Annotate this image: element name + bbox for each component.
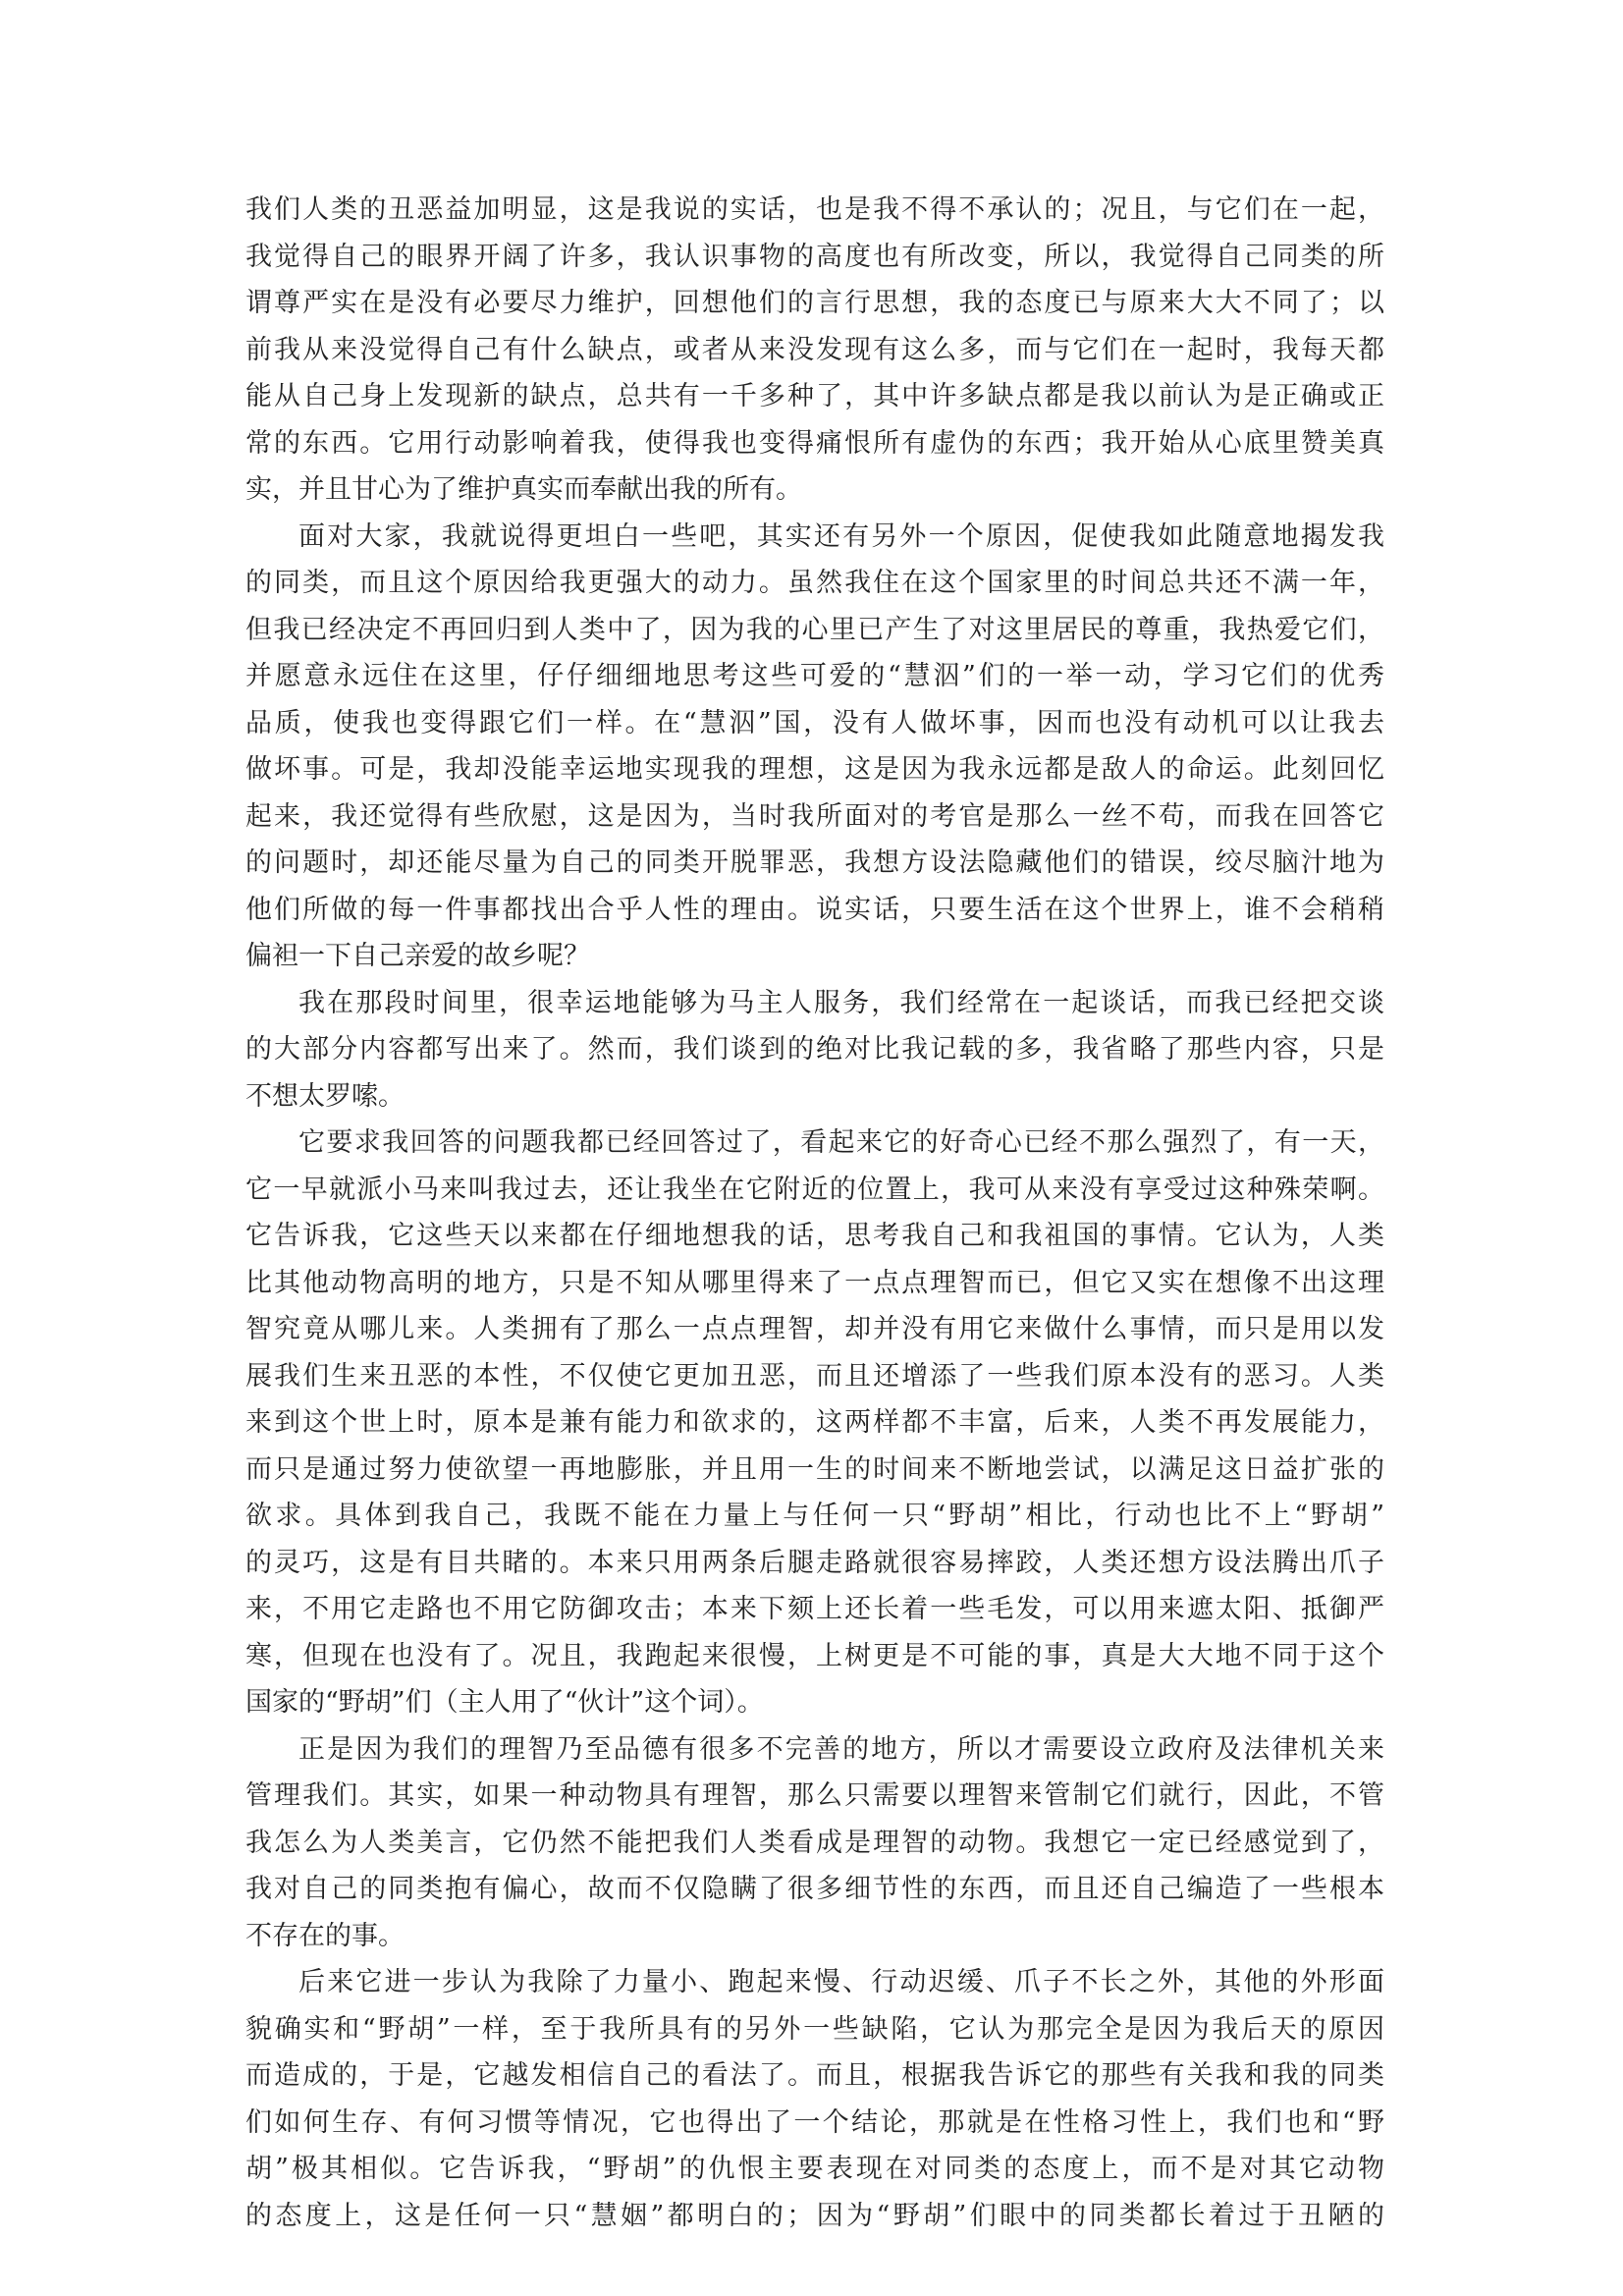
text-line: 来到这个世上时，原本是兼有能力和欲求的，这两样都不丰富，后来，人类不再发展能力， [245, 1407, 1384, 1438]
text-line: 并愿意永远住在这里，仔仔细细地思考这些可爱的“慧泅”们的一举一动，学习它们的优秀 [245, 661, 1384, 691]
text-line: 我怎么为人类美言，它仍然不能把我们人类看成是理智的动物。我想它一定已经感觉到了， [245, 1827, 1384, 1858]
text-line: 我在那段时间里，很幸运地能够为马主人服务，我们经常在一起谈话，而我已经把交谈 [298, 987, 1384, 1018]
paragraph [245, 187, 1384, 514]
text-line: 实，并且甘心为了维护真实而奉献出我的所有。 [245, 474, 802, 505]
text-line: 面对大家，我就说得更坦白一些吧，其实还有另外一个原因，促使我如此随意地揭发我 [298, 520, 1384, 552]
document-page [245, 187, 1384, 2239]
text-line: 貌确实和“野胡”一样，至于我所具有的另外一些缺陷，它认为那完全是因为我后天的原因 [245, 2013, 1384, 2045]
text-line: 的同类，而且这个原因给我更强大的动力。虽然我住在这个国家里的时间总共还不满一年， [245, 568, 1384, 598]
text-line: 的灵巧，这是有目共睹的。本来只用两条后腿走路就很容易摔跤，人类还想方设法腾出爪子 [245, 1547, 1384, 1578]
text-line: 常的东西。它用行动影响着我，使得我也变得痛恨所有虚伪的东西；我开始从心底里赞美真 [245, 427, 1384, 459]
text-line: 不存在的事。 [245, 1920, 405, 1951]
text-line: 的态度上，这是任何一只“慧姻”都明白的；因为“野胡”们眼中的同类都长着过于丑陋的 [245, 2200, 1384, 2231]
text-line: 能从自己身上发现新的缺点，总共有一千多种了，其中许多缺点都是我以前认为是正确或正 [245, 381, 1384, 411]
text-line: 我们人类的丑恶益加明显，这是我说的实话，也是我不得不承认的；况且，与它们在一起， [245, 194, 1384, 225]
text-line: 谓尊严实在是没有必要尽力维护，回想他们的言行思想，我的态度已与原来大大不同了；以 [245, 288, 1384, 318]
text-line: 的大部分内容都写出来了。然而，我们谈到的绝对比我记载的多，我省略了那些内容，只是 [245, 1034, 1384, 1065]
paragraph [245, 980, 1384, 1121]
text-line: 前我从来没觉得自己有什么缺点，或者从来没发现有这么多，而与它们在一起时，我每天都 [245, 334, 1384, 365]
text-line: 管理我们。其实，如果一种动物具有理智，那么只需要以理智来管制它们就行，因此，不管 [245, 1780, 1384, 1811]
text-line: 它一早就派小马来叫我过去，还让我坐在它附近的位置上，我可从来没有享受过这种殊荣啊。 [245, 1174, 1384, 1205]
text-line: 它告诉我，它这些天以来都在仔细地想我的话，思考我自己和我祖国的事情。它认为，人类 [245, 1221, 1384, 1251]
paragraph [245, 514, 1384, 980]
text-line: 展我们生来丑恶的本性，不仅使它更加丑恶，而且还增添了一些我们原本没有的恶习。人类 [245, 1360, 1384, 1392]
text-line: 的问题时，却还能尽量为自己的同类开脱罪恶，我想方设法隐藏他们的错误，绞尽脑汁地为 [245, 847, 1384, 878]
text-line: 起来，我还觉得有些欣慰，这是因为，当时我所面对的考官是那么一丝不苟，而我在回答它 [245, 800, 1384, 832]
text-line: 而造成的，于是，它越发相信自己的看法了。而且，根据我告诉它的那些有关我和我的同类 [245, 2060, 1384, 2091]
text-line: 它要求我回答的问题我都已经回答过了，看起来它的好奇心已经不那么强烈了，有一天， [298, 1127, 1384, 1158]
text-line: 胡”极其相似。它告诉我，“野胡”的仇恨主要表现在对同类的态度上，而不是对其它动物 [245, 2154, 1384, 2184]
text-line: 但我已经决定不再回归到人类中了，因为我的心里已产生了对这里居民的尊重，我热爱它们， [245, 614, 1384, 645]
text-line: 比其他动物高明的地方，只是不知从哪里得来了一点点理智而已，但它又实在想像不出这理 [245, 1267, 1384, 1298]
paragraph [245, 1726, 1384, 1960]
text-line: 我对自己的同类抱有偏心，故而不仅隐瞒了很多细节性的东西，而且还自己编造了一些根本 [245, 1874, 1384, 1904]
text-line: 欲求。具体到我自己，我既不能在力量上与任何一只“野胡”相比，行动也比不上“野胡” [245, 1501, 1384, 1531]
text-line: 们如何生存、有何习惯等情况，它也得出了一个结论，那就是在性格习性上，我们也和“野 [245, 2106, 1384, 2138]
paragraph [245, 1120, 1384, 1726]
text-line: 来，不用它走路也不用它防御攻击；本来下颏上还长着一些毛发，可以用来遮太阳、抵御严 [245, 1594, 1384, 1624]
text-line: 做坏事。可是，我却没能幸运地实现我的理想，这是因为我永远都是敌人的命运。此刻回忆 [245, 754, 1384, 785]
text-line: 后来它进一步认为我除了力量小、跑起来慢、行动迟缓、爪子不长之外，其他的外形面 [298, 1967, 1384, 1997]
text-line: 国家的“野胡”们（主人用了“伙计”这个词）。 [245, 1687, 764, 1718]
text-line: 他们所做的每一件事都找出合乎人性的理由。说实话，只要生活在这个世界上，谁不会稍稍 [245, 894, 1384, 925]
text-line: 品质，使我也变得跟它们一样。在“慧泅”国，没有人做坏事，因而也没有动机可以让我去 [245, 707, 1384, 738]
text-line: 我觉得自己的眼界开阔了许多，我认识事物的高度也有所改变，所以，我觉得自己同类的所 [245, 241, 1384, 272]
text-line: 偏袒一下自己亲爱的故乡呢？ [245, 941, 590, 971]
text-line: 而只是通过努力使欲望一再地膨胀，并且用一生的时间来不断地尝试，以满足这日益扩张的 [245, 1453, 1384, 1485]
text-line: 不想太罗嗦。 [245, 1080, 405, 1112]
paragraph [245, 1959, 1384, 2239]
text-line: 寒，但现在也没有了。况且，我跑起来很慢，上树更是不可能的事，真是大大地不同于这个 [245, 1640, 1384, 1671]
text-line: 智究竟从哪儿来。人类拥有了那么一点点理智，却并没有用它来做什么事情，而只是用以发 [245, 1314, 1384, 1344]
text-line: 正是因为我们的理智乃至品德有很多不完善的地方，所以才需要设立政府及法律机关来 [298, 1733, 1384, 1765]
